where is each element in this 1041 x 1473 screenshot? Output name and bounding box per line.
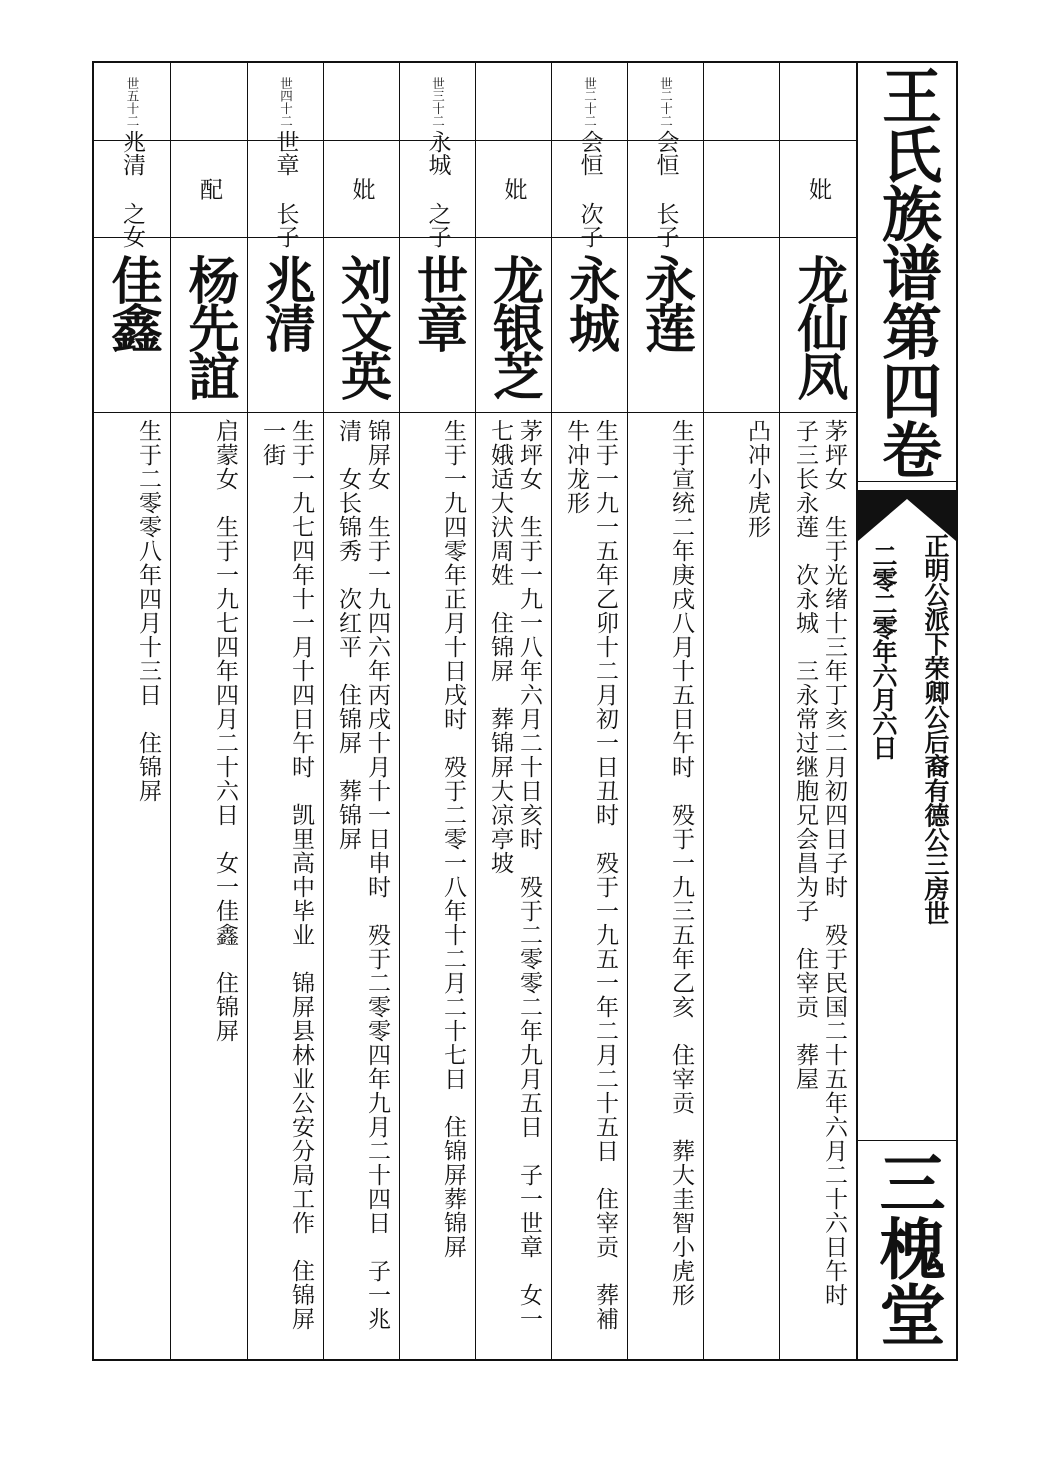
entry-column (399, 63, 475, 1359)
lineage-subtitle: 正明公派下荣卿公后裔有德公三房世 (921, 533, 950, 925)
person-name: 龙仙凤 (788, 254, 848, 398)
hall-divider (858, 1140, 956, 1141)
entry-column (247, 63, 323, 1359)
biography-text-cell (324, 413, 399, 1359)
relation-label: 会恒 次子 (576, 130, 603, 248)
person-name-cell (704, 238, 779, 413)
biography-text: 凸冲小虎形 (744, 419, 770, 539)
relation-label: 妣 (348, 177, 375, 201)
relation-label-cell (780, 141, 856, 238)
entry-columns (94, 63, 856, 1359)
person-name: 杨先誼 (179, 254, 239, 398)
generation-label: 世五十二 (125, 76, 140, 127)
person-name-cell (552, 238, 627, 413)
person-name: 世章 (407, 254, 468, 350)
generation-label-cell (171, 63, 247, 141)
entry-column (703, 63, 779, 1359)
person-name: 龙银芝 (483, 254, 544, 398)
person-name-cell (324, 238, 399, 413)
biography-text: 生于一九一五年乙卯十二月初一日丑时 殁于一九五一年二月二十五日 住宰贡 葬補牛冲龙形 (563, 419, 618, 1331)
generation-label: 世三十二 (430, 76, 446, 127)
genealogy-page (92, 61, 958, 1361)
biography-text-cell (628, 413, 703, 1359)
person-name-cell (248, 238, 323, 413)
generation-label: 世四十二 (278, 76, 294, 127)
biography-text-cell (780, 413, 856, 1359)
entry-column (94, 63, 170, 1359)
relation-label: 会恒 长子 (652, 130, 679, 248)
biography-text-cell (248, 413, 323, 1359)
relation-label-cell (400, 130, 475, 248)
relation-label-cell (171, 141, 247, 238)
biography-text: 锦屏女 生于一九四六年丙戌十月十一日申时 殁于二零零四年九月二十四日 子一兆清 女长锦秀 次红平 住锦屏 葬锦屏 (335, 419, 390, 1331)
entry-column (475, 63, 551, 1359)
biography-text-cell (94, 413, 170, 1359)
relation-label-cell (248, 130, 323, 248)
compile-date: 二零二零年六月六日 (869, 543, 898, 759)
person-name: 佳鑫 (102, 254, 162, 350)
generation-label-cell (476, 63, 551, 141)
title-column (856, 63, 956, 1359)
person-name-cell (94, 238, 170, 413)
relation-label: 配 (196, 177, 222, 201)
biography-text-cell (552, 413, 627, 1359)
relation-label: 世章 长子 (272, 130, 299, 248)
relation-label-cell (94, 130, 170, 248)
chevron-band (858, 481, 956, 491)
biography-text: 生于宣统二年庚戌八月十五日午时 殁于一九三五年乙亥 住宰贡 葬大圭智小虎形 (668, 419, 694, 1307)
relation-label: 永城 之子 (424, 130, 451, 248)
relation-label-cell (628, 130, 703, 248)
biography-text: 生于二零零八年四月十三日 住锦屏 (135, 419, 161, 803)
generation-label-cell (780, 63, 856, 141)
entry-column (551, 63, 627, 1359)
hall-name: 三槐堂 (868, 1149, 946, 1347)
person-name-cell (780, 238, 856, 413)
biography-text: 茅坪女 生于一九一八年六月二十日亥时 殁于二零零二年九月五日 子一世章 女一七娥适大汱周姓 住锦屏 葬锦屏大凉亭坡 (487, 419, 542, 1331)
relation-label-cell (476, 141, 551, 238)
person-name-cell (628, 238, 703, 413)
relation-label: 兆清 之女 (119, 130, 145, 248)
entry-column (779, 63, 856, 1359)
person-name-cell (171, 238, 247, 413)
generation-label-cell (704, 63, 779, 141)
person-name-cell (476, 238, 551, 413)
person-name: 兆清 (255, 254, 316, 350)
biography-text-cell (476, 413, 551, 1359)
person-name: 刘文英 (331, 254, 392, 398)
biography-text: 生于一九七四年十一月十四日午时 凯里高中毕业 锦屏县林业公安分局工作 住锦屏一街 (259, 419, 314, 1331)
biography-text: 茅坪女 生于光绪十三年丁亥二月初四日子时 殁于民国二十五年六月二十六日午时 子三长永莲 次永城 三永常过继胞兄会昌为子 住宰贡 葬屋 (792, 419, 847, 1331)
entry-column (170, 63, 247, 1359)
relation-label: 妣 (805, 177, 831, 201)
biography-text-cell (400, 413, 475, 1359)
person-name: 永莲 (635, 254, 696, 350)
biography-text: 启蒙女 生于一九七四年四月二十六日 女一佳鑫 住锦屏 (212, 419, 238, 1043)
person-name-cell (400, 238, 475, 413)
generation-label: 世二十二 (582, 76, 598, 127)
generation-label-cell (324, 63, 399, 141)
biography-text-cell (704, 413, 779, 1359)
biography-text-cell (171, 413, 247, 1359)
relation-label-cell (704, 141, 779, 238)
relation-label-cell (552, 130, 627, 248)
relation-label-cell (324, 141, 399, 238)
relation-label: 妣 (500, 177, 527, 201)
biography-text: 生于一九四零年正月十日戌时 殁于二零一八年十二月二十七日 住锦屏葬锦屏 (440, 419, 466, 1259)
entry-column (323, 63, 399, 1359)
book-title: 王氏族谱第四卷 (872, 65, 942, 478)
entry-column (627, 63, 703, 1359)
person-name: 永城 (559, 254, 620, 350)
generation-label: 世二十二 (658, 76, 674, 127)
